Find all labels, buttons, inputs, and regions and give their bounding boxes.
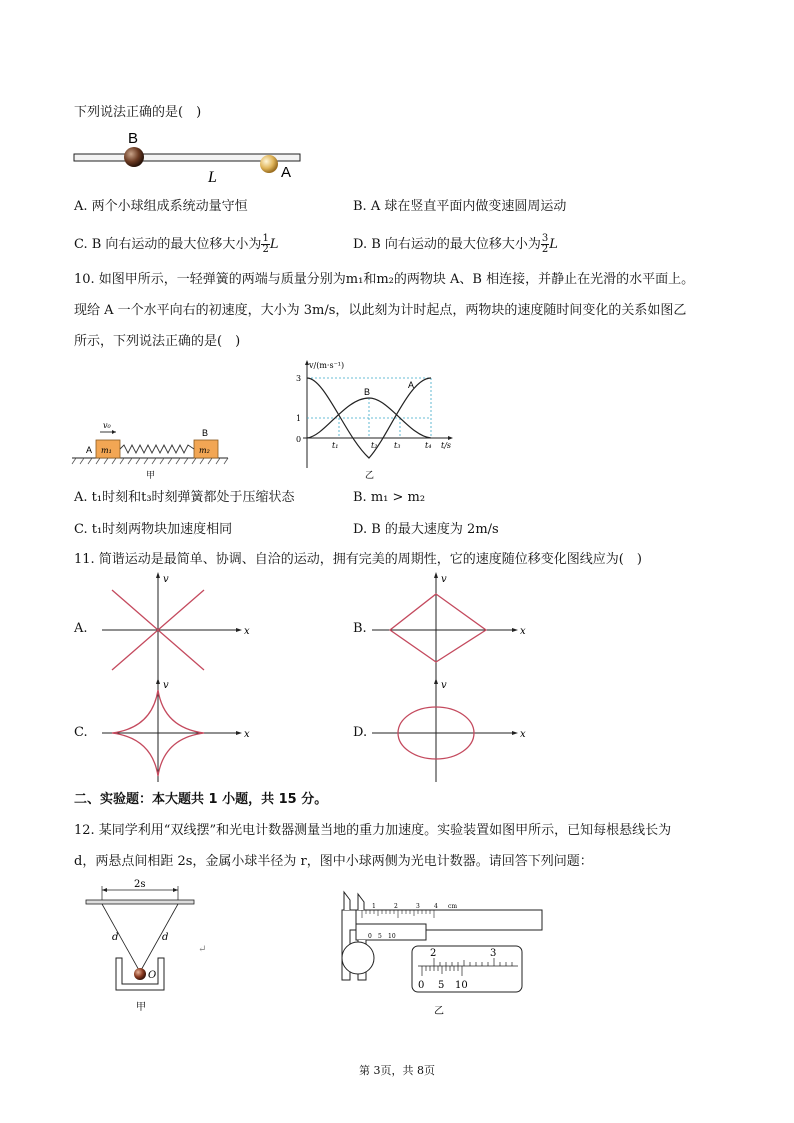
span-arrow-right	[173, 888, 178, 892]
zoom-vernier-10: 10	[455, 980, 468, 991]
label-m1: m₁	[101, 446, 112, 455]
unit-cm: cm	[448, 903, 458, 910]
q10-option-a: A. t₁时刻和t₃时刻弹簧都处于压缩状态	[74, 490, 295, 505]
v-axis-arrow	[434, 572, 438, 578]
tick-y0: 0	[296, 435, 302, 444]
q10-line-3: 所示，下列说法正确的是( )	[74, 334, 241, 349]
return-mark: ↵	[198, 944, 207, 955]
q12-figure-jia	[80, 878, 220, 1016]
main-tick-3: 3	[416, 903, 420, 910]
label-l: L	[208, 169, 217, 186]
label-b: B	[128, 130, 139, 147]
curve-b-label: B	[364, 387, 371, 397]
ball	[134, 968, 146, 980]
frac-den: 2	[541, 244, 549, 255]
label-v: v	[441, 680, 447, 691]
label-b: B	[202, 428, 209, 438]
sliding-upper-jaw	[358, 894, 364, 910]
caption-yi: 乙	[365, 471, 375, 481]
label-v: v	[441, 574, 447, 585]
v0-label: v₀	[103, 421, 111, 430]
q9-stem-tail: 下列说法正确的是( )	[74, 105, 202, 120]
zoom-vernier-5: 5	[438, 980, 445, 991]
x-axis-arrow	[512, 628, 518, 632]
q10-option-d: D. B 的最大速度为 2m/s	[353, 522, 499, 537]
label-x: x	[520, 626, 526, 637]
curve	[390, 594, 486, 662]
q10-figure-yi	[285, 356, 465, 484]
q9-option-c-unit: L	[269, 237, 279, 252]
q10-option-c: C. t₁时刻两物块加速度相同	[74, 522, 233, 537]
caption-jia: 甲	[146, 471, 156, 480]
tick-t4: t₄	[425, 441, 432, 450]
zoom-main-2: 2	[430, 948, 437, 959]
vernier-small-10: 10	[388, 933, 396, 940]
label-x: x	[244, 626, 250, 637]
frac-den: 2	[262, 244, 269, 255]
ball-a	[260, 155, 278, 173]
main-tick-2: 2	[394, 903, 398, 910]
main-tick-1: 1	[372, 903, 376, 910]
fixed-upper-jaw	[344, 892, 350, 910]
vernier-small-5: 5	[378, 933, 382, 940]
label-m2: m₂	[199, 446, 210, 455]
q9-option-d-text: D. B 向右运动的最大位移大小为	[353, 237, 541, 252]
tick-t1: t₁	[332, 441, 339, 450]
label-d-right: d	[162, 932, 169, 943]
q10-line-1: 10. 如图甲所示，一轻弹簧的两端与质量分别为m₁和m₂的两物块 A、B 相连接，并静止在光滑的水平面上。	[74, 272, 695, 287]
t-axis-arrow	[448, 436, 453, 440]
q11-option-d-label: D.	[353, 725, 368, 740]
spring	[120, 445, 194, 453]
label-a: A	[281, 164, 292, 181]
label-x: x	[520, 729, 526, 740]
span-arrow-left	[102, 888, 107, 892]
q10-figure-jia	[70, 418, 230, 480]
q11-graph-b	[370, 570, 530, 682]
fraction-half	[261, 234, 269, 255]
tick-t2: t₂	[371, 441, 378, 450]
measured-ball	[342, 942, 374, 974]
label-o: O	[148, 970, 157, 981]
q9-figure	[70, 128, 310, 188]
vernier-small-0: 0	[368, 933, 372, 940]
q11-option-b-label: B.	[353, 621, 367, 636]
caption-yi: 乙	[434, 1006, 444, 1017]
curve-a-label: A	[408, 380, 415, 390]
label-d-left: d	[112, 932, 119, 943]
q11-graph-d	[370, 676, 530, 784]
q9-option-d	[353, 234, 558, 255]
label-v: v	[163, 574, 169, 585]
ground-hatch	[72, 458, 228, 464]
q11-option-a-label: A.	[74, 621, 88, 636]
q11-option-c-label: C.	[74, 725, 88, 740]
v-axis-arrow	[156, 678, 160, 684]
q11-graph-a	[92, 570, 252, 682]
x-axis-arrow	[236, 628, 242, 632]
main-tick-4: 4	[434, 903, 438, 910]
x-axis-arrow	[236, 731, 242, 735]
label-a: A	[86, 445, 93, 455]
label-x: x	[244, 729, 250, 740]
frac-num: 1	[262, 233, 269, 244]
span-label: 2s	[134, 879, 146, 890]
zoom-main-3: 3	[490, 948, 497, 959]
tick-y1: 1	[296, 414, 302, 423]
q10-option-b: B. m₁ > m₂	[353, 490, 426, 505]
q12-line-2: d，两悬点间相距 2s，金属小球半径为 r，图中小球两侧为光电计数器。请回答下列问题：	[74, 854, 593, 869]
tick-y3: 3	[296, 374, 302, 383]
q12-line-1: 12. 某同学利用“双线摆”和光电计数器测量当地的重力加速度。实验装置如图甲所示，已知每根悬线长为	[74, 823, 672, 838]
q12-figure-yi	[322, 880, 552, 1020]
ceiling	[86, 900, 194, 904]
q9-option-c	[74, 234, 278, 255]
q9-option-b: B. A 球在竖直平面内做变速圆周运动	[353, 199, 567, 214]
label-v: v	[163, 680, 169, 691]
ball-b	[124, 147, 144, 167]
caption-jia: 甲	[136, 1002, 146, 1013]
q9-option-c-text: C. B 向右运动的最大位移大小为	[74, 237, 262, 252]
frac-num: 3	[541, 233, 549, 244]
v-axis-arrow	[156, 572, 160, 578]
section-2-heading: 二、实验题：本大题共 1 小题，共 15 分。	[74, 792, 328, 807]
q11-stem: 11. 简谐运动是最简单、协调、自洽的运动，拥有完美的周期性，它的速度随位移变化图线应为( )	[74, 552, 642, 567]
page-footer: 第 3页，共 8页	[359, 1064, 435, 1077]
q9-option-a: A. 两个小球组成系统动量守恒	[74, 199, 248, 214]
zoom-vernier-0: 0	[418, 980, 425, 991]
x-axis-label: t/s	[441, 441, 452, 450]
tick-t3: t₃	[394, 441, 401, 450]
q10-line-2: 现给 A 一个水平向右的初速度，大小为 3m/s，以此刻为计时起点，两物块的速度随时间变化的关系如图乙	[74, 303, 687, 318]
v0-arrowhead	[112, 430, 116, 434]
v-axis-arrow	[434, 678, 438, 684]
x-axis-arrow	[512, 731, 518, 735]
y-axis-label: v/(m·s⁻¹)	[309, 361, 345, 370]
q11-graph-c	[92, 676, 252, 784]
q9-option-d-unit: L	[549, 237, 558, 252]
